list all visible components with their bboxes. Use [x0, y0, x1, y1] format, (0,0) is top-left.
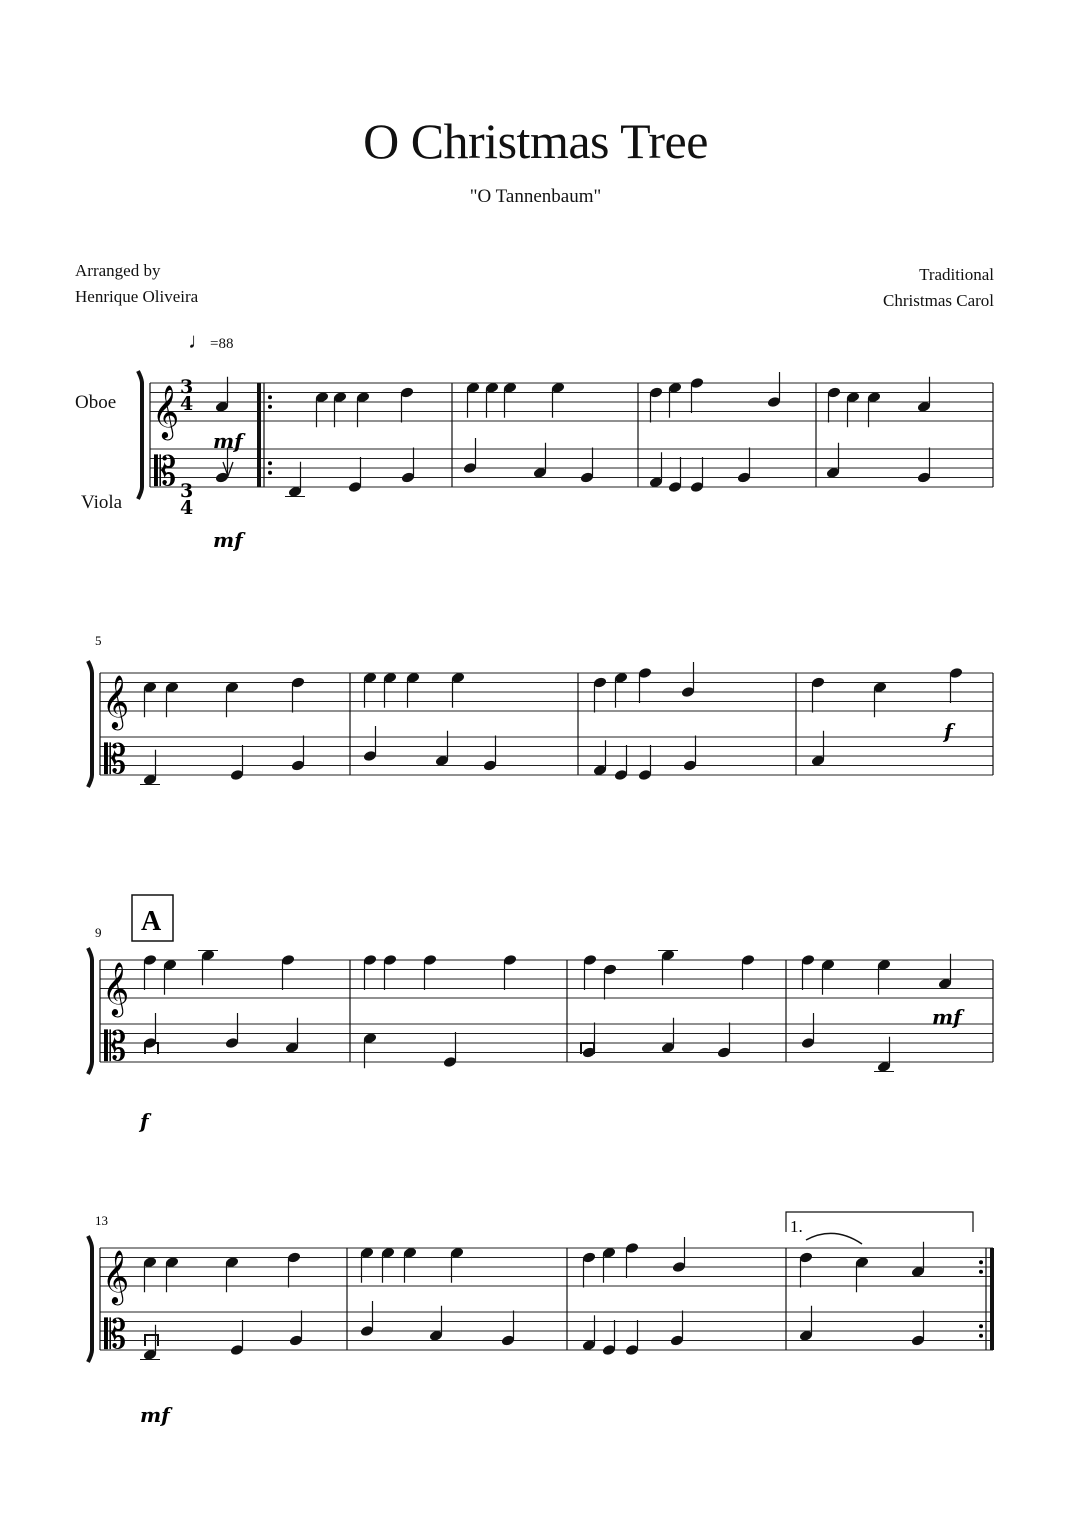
viola-time-sig-unit: 4 [180, 497, 194, 519]
dynamic-oboe-m8: f [944, 719, 953, 743]
slur [806, 1233, 862, 1244]
score-subtitle: "O Tannenbaum" [469, 186, 602, 207]
treble-clef-icon: 𝄞 [102, 961, 130, 1015]
repeat-dot [268, 405, 272, 409]
arranger-line-2: Henrique Oliveira [75, 287, 199, 306]
volta-bracket [786, 1212, 973, 1232]
measure-number-9: 9 [95, 925, 102, 940]
system-bracket [88, 661, 92, 787]
arranger-line-1: Arranged by [75, 261, 161, 280]
instrument-label-oboe: Oboe [75, 392, 117, 413]
oboe-time-sig-beats: 3 [180, 376, 194, 398]
oboe-time-sig-unit: 4 [180, 393, 194, 415]
repeat-end-barline [990, 1248, 994, 1350]
repeat-dot [979, 1324, 983, 1328]
staff-systems [88, 371, 994, 1362]
dynamic-oboe-m1: mf [213, 429, 243, 453]
rehearsal-mark: A [141, 906, 162, 937]
treble-clef-icon: 𝄞 [102, 674, 130, 728]
repeat-start-barline [257, 383, 261, 487]
repeat-dot [979, 1260, 983, 1264]
dynamic-viola-m9: f [140, 1109, 149, 1133]
system-bracket [88, 1236, 92, 1362]
treble-clef-icon: 𝄞 [102, 1249, 130, 1303]
alto-clef-icon: 𝄡 [104, 1312, 127, 1358]
viola-time-sig-beats: 3 [180, 480, 194, 502]
repeat-dot [979, 1334, 983, 1338]
treble-clef-icon: 𝄞 [152, 384, 180, 438]
tempo-value: =88 [210, 336, 234, 352]
dynamic-viola-m1: mf [213, 528, 243, 552]
instrument-label-viola: Viola [81, 492, 123, 513]
repeat-dot [268, 461, 272, 465]
system-bracket [138, 371, 142, 499]
composer-line-1: Traditional [919, 265, 994, 284]
system-bracket [88, 948, 92, 1074]
repeat-dot [979, 1270, 983, 1274]
dynamic-oboe-m12: mf [932, 1005, 962, 1029]
score-title: O Christmas Tree [363, 113, 708, 169]
volta-label: 1. [790, 1217, 803, 1236]
alto-clef-icon: 𝄡 [104, 737, 127, 783]
measure-number-13: 13 [95, 1213, 108, 1228]
dynamic-viola-m13: mf [140, 1403, 170, 1427]
alto-clef-icon: 𝄡 [104, 1024, 127, 1070]
composer-line-2: Christmas Carol [883, 291, 994, 310]
repeat-dot [268, 395, 272, 399]
repeat-dot [268, 471, 272, 475]
quarter-note-icon: ♩ [188, 328, 210, 353]
measure-number-5: 5 [95, 633, 102, 648]
alto-clef-icon: 𝄡 [154, 449, 177, 495]
